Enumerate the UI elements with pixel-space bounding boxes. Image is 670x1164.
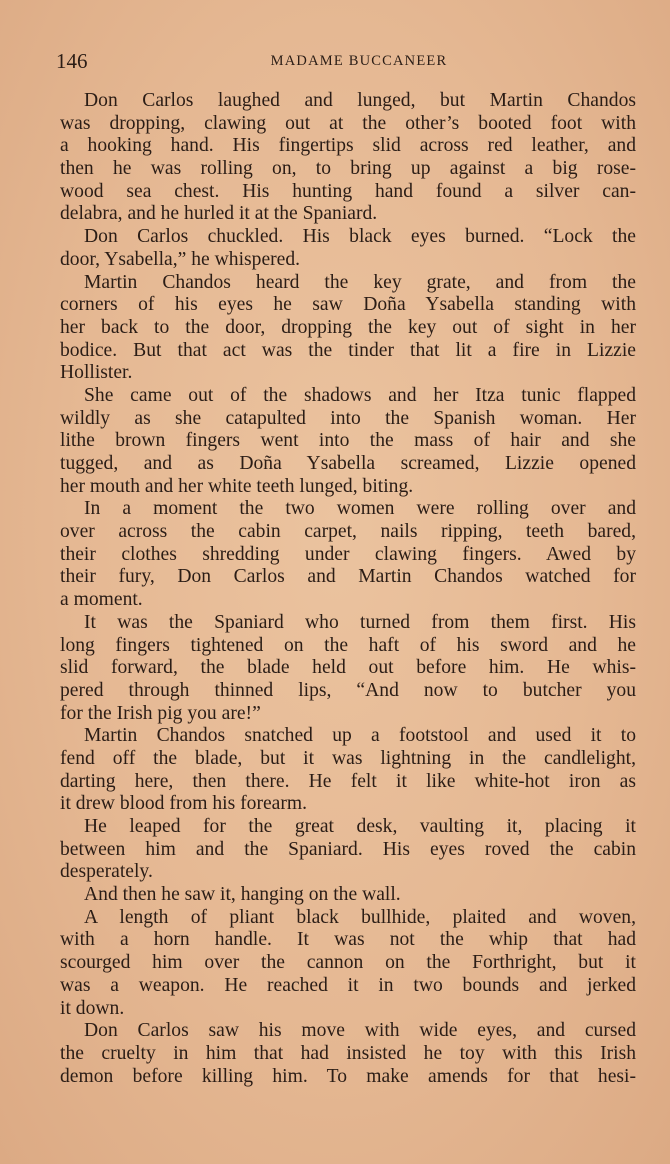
text-line: pered through thinned lips, “And now to butcher you xyxy=(60,679,636,701)
text-line: it down. xyxy=(60,997,125,1019)
text-line: A length of pliant black bullhide, plaited and woven, xyxy=(84,906,636,928)
text-line: Don Carlos chuckled. His black eyes burned. “Lock the xyxy=(84,226,636,248)
text-line: their clothes shredding under clawing fingers. Awed by xyxy=(60,543,636,565)
text-line: bodice. But that act was the tinder that lit a fire in Lizzie xyxy=(60,339,636,361)
text-line: darting here, then there. He felt it like white-hot iron as xyxy=(60,770,636,792)
text-line: tugged, and as Doña Ysabella screamed, Lizzie opened xyxy=(60,453,636,474)
text-line: wood sea chest. His hunting hand found a silver can- xyxy=(60,180,636,202)
text-line: with a horn handle. It was not the whip that had xyxy=(60,929,636,951)
text-line: lithe brown fingers went into the mass of hair and she xyxy=(60,430,636,452)
text-line: between him and the Spaniard. His eyes roved the cabin xyxy=(60,838,636,860)
text-line: Martin Chandos snatched up a footstool and used it to xyxy=(84,725,636,747)
text-line: In a moment the two women were rolling over and xyxy=(84,498,636,520)
text-line: Martin Chandos heard the key grate, and from the xyxy=(84,271,636,293)
text-line: It was the Spaniard who turned from them first. His xyxy=(84,611,636,633)
text-line: a moment. xyxy=(60,589,143,611)
text-line: slid forward, the blade held out before him. He whis- xyxy=(60,657,636,679)
text-line: the cruelty in him that had insisted he toy with this Irish xyxy=(60,1042,636,1064)
page-number: 146 xyxy=(56,49,88,73)
text-line: their fury, Don Carlos and Martin Chandos watched for xyxy=(60,566,636,588)
running-title: MADAME BUCCANEER xyxy=(270,53,448,69)
text-line: demon before killing him. To make amends for that hesi- xyxy=(60,1065,636,1087)
text-line: over across the cabin carpet, nails ripping, teeth bared, xyxy=(60,521,636,543)
text-line: was dropping, clawing out at the other’s booted foot with xyxy=(60,112,636,134)
text-line: scourged him over the cannon on the Forthright, but it xyxy=(60,952,636,974)
text-line: And then he saw it, hanging on the wall. xyxy=(84,884,401,906)
text-line: door, Ysabella,” he whispered. xyxy=(60,248,301,270)
text-line: her mouth and her white teeth lunged, biting. xyxy=(60,475,414,497)
text-line: for the Irish pig you are!” xyxy=(60,702,261,724)
text-line: Don Carlos laughed and lunged, but Martin Chandos xyxy=(84,90,636,111)
text-line: then he was rolling on, to bring up against a big rose- xyxy=(60,158,636,180)
text-line: Don Carlos saw his move with wide eyes, and cursed xyxy=(84,1020,636,1042)
text-line: fend off the blade, but it was lightning in the candlelight, xyxy=(60,747,636,769)
text-line: desperately. xyxy=(60,861,153,883)
text-line: her back to the door, dropping the key out of sight in her xyxy=(60,316,636,338)
body-text xyxy=(60,90,636,1088)
text-line: long fingers tightened on the haft of his sword and he xyxy=(60,634,636,656)
text-line: a hooking hand. His fingertips slid across red leather, and xyxy=(60,135,636,157)
text-line: was a weapon. He reached it in two bounds and jerked xyxy=(60,974,636,996)
text-line: delabra, and he hurled it at the Spaniard. xyxy=(60,203,378,225)
running-head xyxy=(56,48,636,74)
text-line: it drew blood from his forearm. xyxy=(60,793,308,815)
text-line: She came out of the shadows and her Itza tunic flapped xyxy=(84,384,636,406)
text-line: wildly as she catapulted into the Spanish woman. Her xyxy=(60,407,636,429)
text-line: He leaped for the great desk, vaulting it, placing it xyxy=(84,816,636,837)
text-line: Hollister. xyxy=(60,362,133,384)
text-line: corners of his eyes he saw Doña Ysabella standing with xyxy=(60,294,636,316)
